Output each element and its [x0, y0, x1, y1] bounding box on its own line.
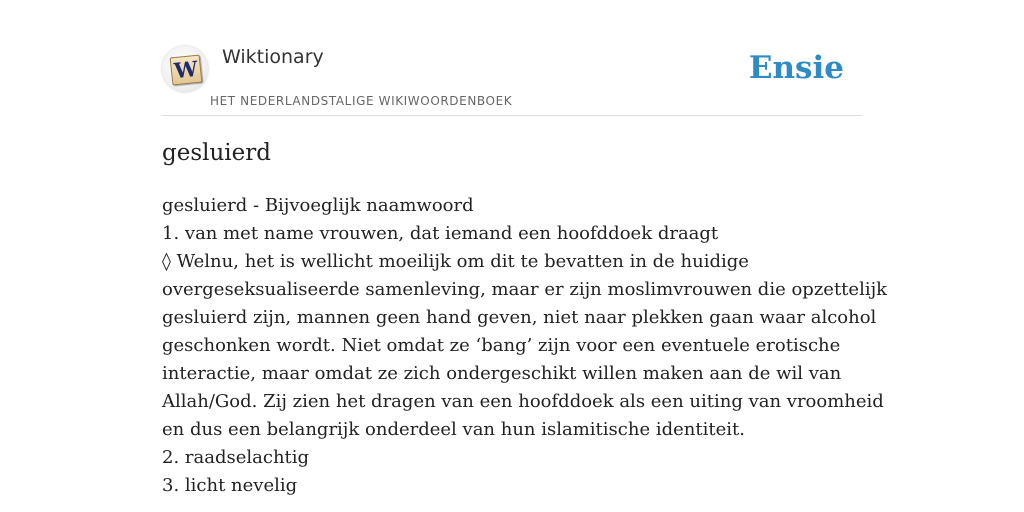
ensie-brand-link[interactable]: Ensie [748, 50, 844, 86]
header-divider [162, 115, 862, 116]
site-header [162, 40, 862, 116]
wiktionary-logo-icon[interactable] [162, 46, 208, 92]
definition-3: 3. licht nevelig [162, 475, 298, 496]
definition-1: 1. van met name vrouwen, dat iemand een hoofddoek draagt [162, 223, 719, 244]
definition-2: 2. raadselachtig [162, 447, 310, 468]
example-line: overgeseksualiseerde samenleving, maar er zijn moslimvrouwen die opzettelijk [162, 279, 888, 300]
example-line: en dus een belangrijk onderdeel van hun islamitische identiteit. [162, 419, 745, 440]
example-quote [162, 248, 888, 444]
entry-content [162, 192, 888, 500]
example-line: geschonken wordt. Niet omdat ze ‘bang’ zijn voor een eventuele erotische [162, 335, 841, 356]
example-line: Allah/God. Zij zien het dragen van een hoofddoek als een uiting van vroomheid [162, 391, 884, 412]
logo-letter: W [172, 55, 199, 84]
example-line: ◊ Welnu, het is wellicht moeilijk om dit te bevatten in de huidige [162, 251, 749, 272]
entry-title: gesluierd [162, 140, 271, 166]
site-name[interactable]: Wiktionary [222, 46, 324, 68]
site-tagline: HET NEDERLANDSTALIGE WIKIWOORDENBOEK [210, 94, 513, 108]
example-line: gesluierd zijn, mannen geen hand geven, niet naar plekken gaan waar alcohol [162, 307, 877, 328]
example-line: interactie, maar omdat ze zich ondergeschikt willen maken aan de wil van [162, 363, 842, 384]
part-of-speech-line: gesluierd - Bijvoeglijk naamwoord [162, 195, 474, 216]
logo-tile [170, 55, 203, 86]
